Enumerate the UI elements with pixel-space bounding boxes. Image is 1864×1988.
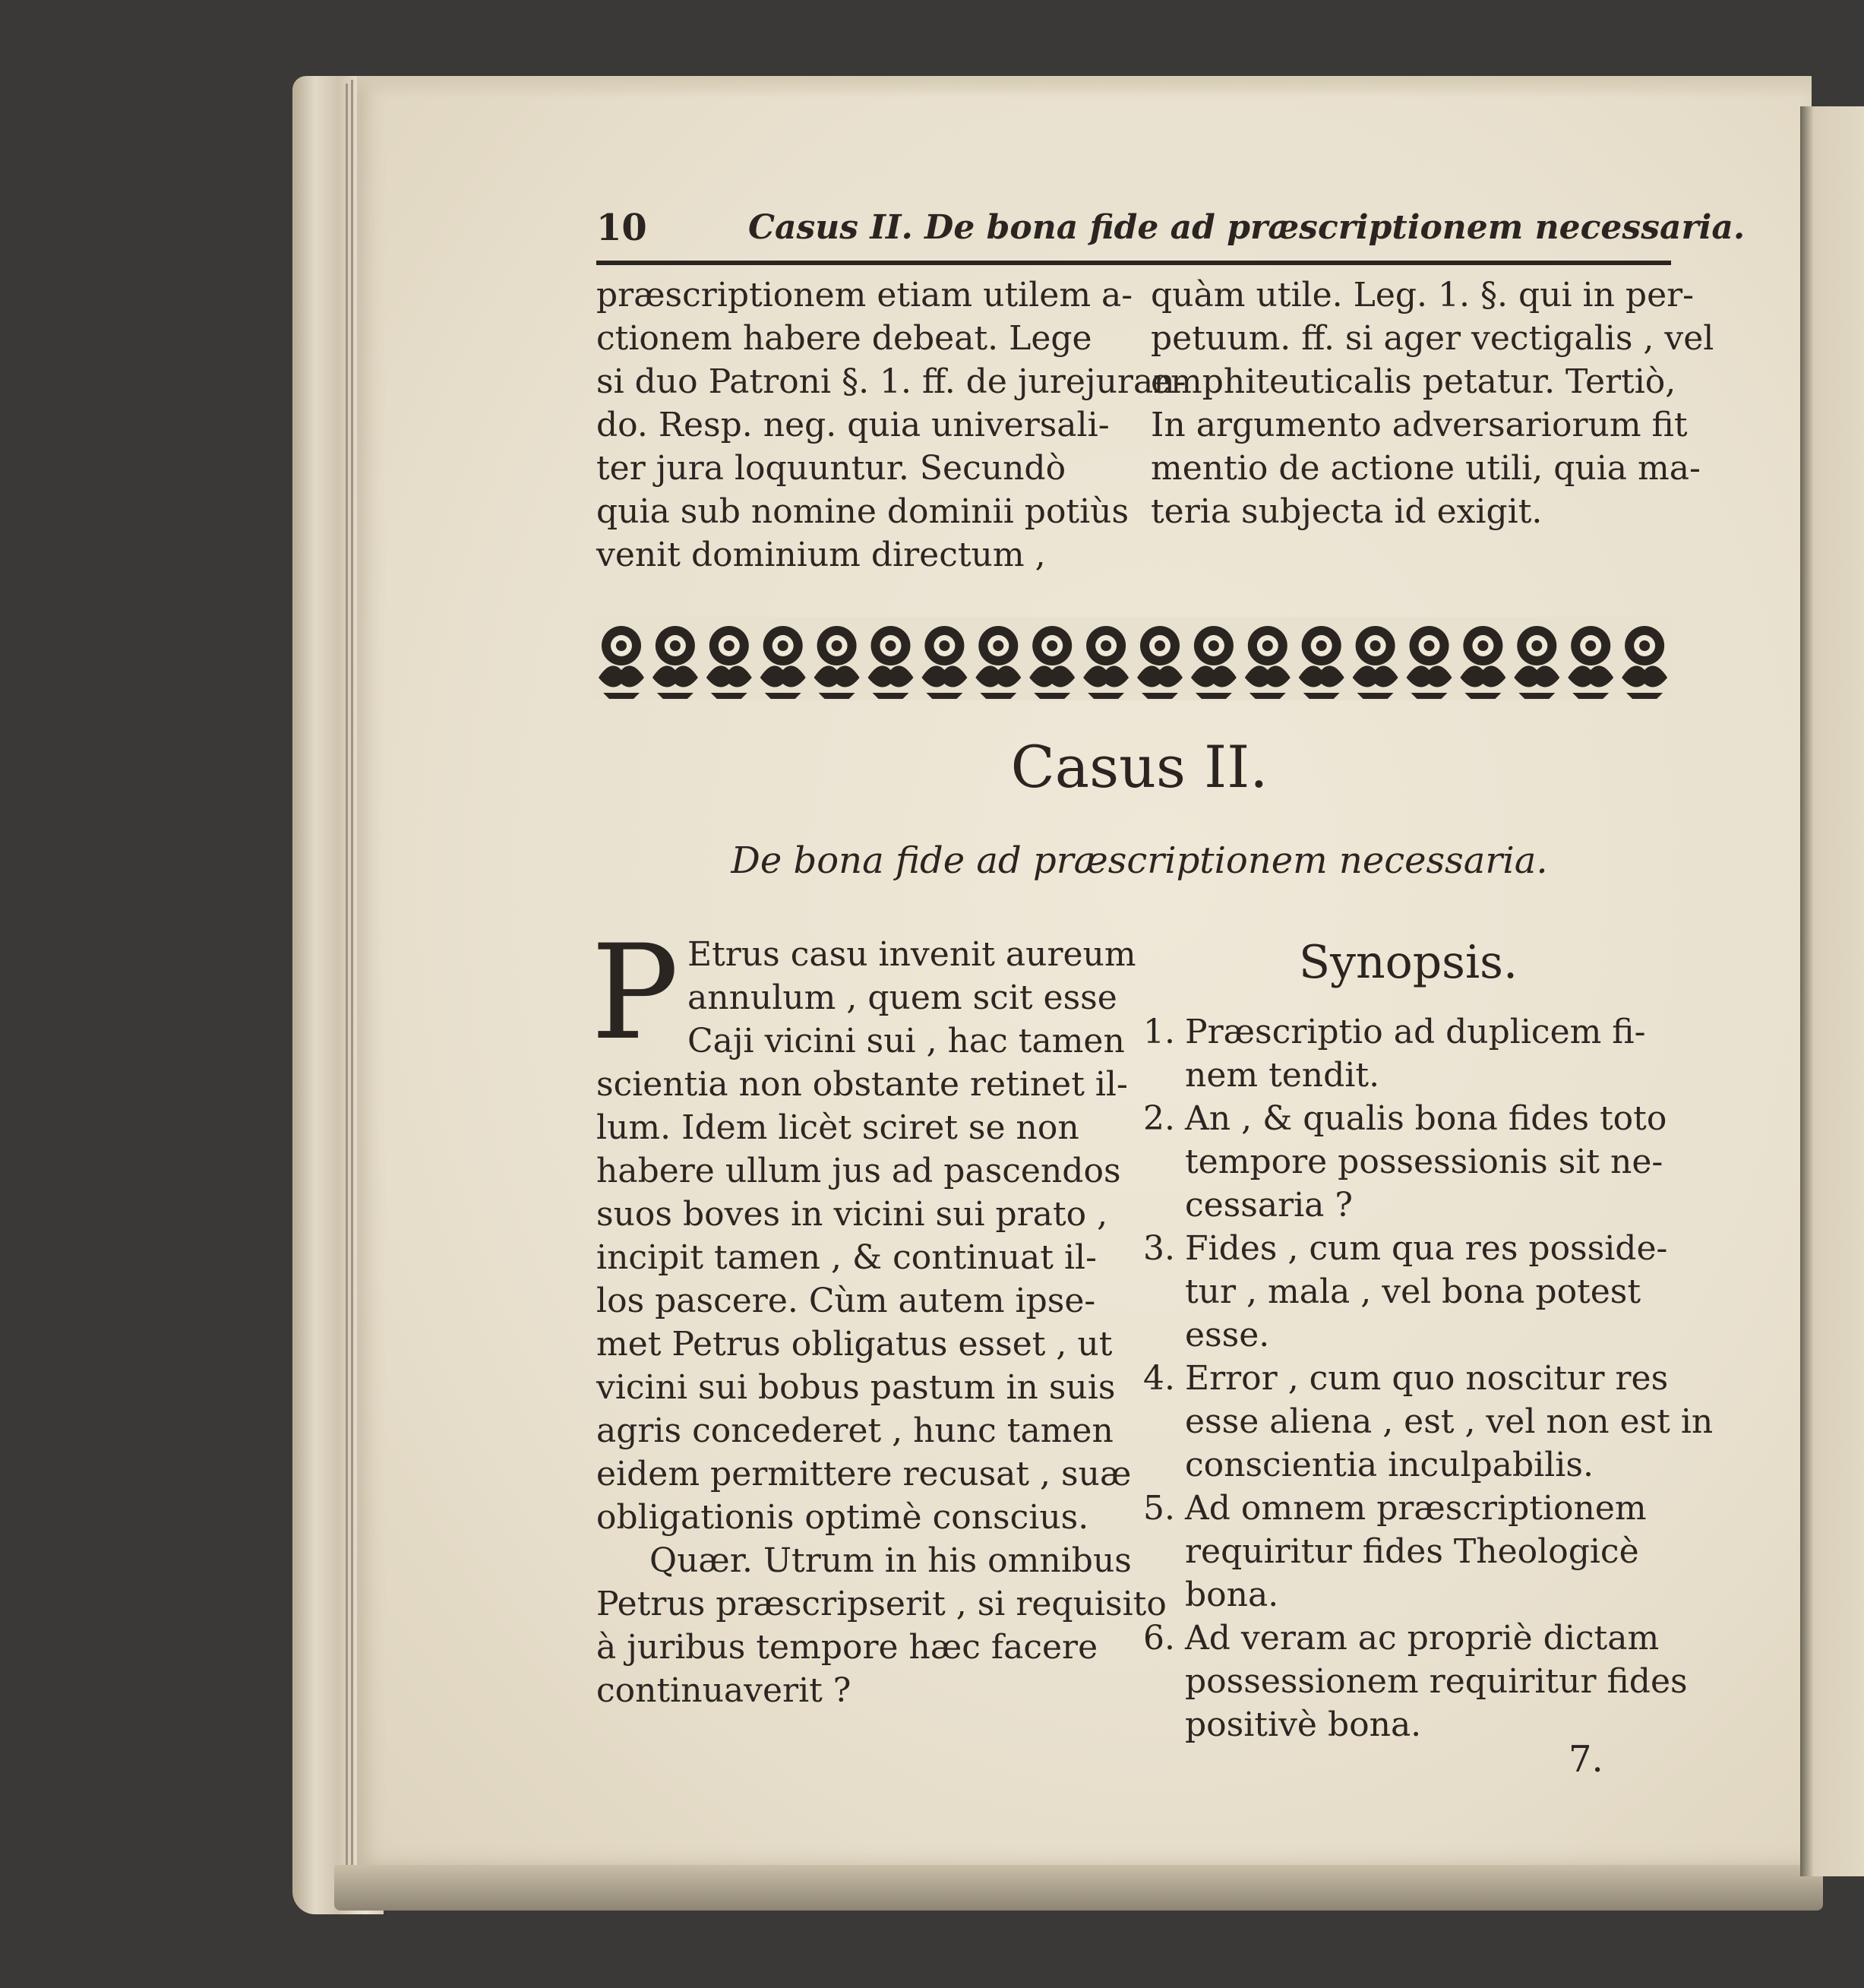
item-number: 6. xyxy=(1143,1619,1175,1658)
text-line: conscientia inculpabilis. xyxy=(1185,1446,1594,1484)
item-number: 2. xyxy=(1143,1099,1175,1138)
text-line: habere ullum jus ad pascendos xyxy=(596,1152,1121,1190)
text-line: agris concederet , hunc tamen xyxy=(596,1411,1114,1450)
top-right-column xyxy=(1151,273,1714,533)
text-line: ctionem habere debeat. Lege xyxy=(596,319,1092,358)
text-line: ter jura loquuntur. Secundò xyxy=(596,449,1066,488)
synopsis-item xyxy=(1143,1010,1675,1054)
text-line: quia sub nomine dominii potiùs xyxy=(596,492,1129,531)
narrative-column xyxy=(596,933,1167,1712)
text-line: esse. xyxy=(1185,1316,1270,1354)
text-line: quàm utile. Leg. 1. §. qui in per- xyxy=(1151,276,1695,314)
text-line: possessionem requiritur fides xyxy=(1185,1662,1688,1701)
text-line: Fides , cum qua res posside- xyxy=(1185,1229,1668,1268)
text-line: In argumento adversariorum fit xyxy=(1151,406,1688,444)
page-stack-line xyxy=(351,80,353,1907)
text-line: venit dominium directum , xyxy=(596,536,1046,574)
catchword: 7. xyxy=(1569,1738,1603,1781)
text-line: à juribus tempore hæc facere xyxy=(596,1628,1098,1667)
text-line: nem tendit. xyxy=(1185,1056,1380,1095)
text-line: Caji vicini sui , hac tamen xyxy=(687,1022,1125,1060)
text-line: petuum. ff. si ager vectigalis , vel xyxy=(1151,319,1714,358)
text-line: bona. xyxy=(1185,1576,1279,1614)
text-line: lum. Idem licèt sciret se non xyxy=(596,1108,1079,1147)
text-line: præscriptionem etiam utilem a- xyxy=(596,276,1133,314)
running-title: Casus II. De bona fide ad præscriptionem necessaria. xyxy=(748,208,1746,247)
text-line: incipit tamen , & continuat il- xyxy=(596,1238,1097,1277)
floral-ornament-band xyxy=(592,617,1673,700)
case-subtitle: De bona fide ad præscriptionem necessaria. xyxy=(731,839,1548,882)
text-line: Ad veram ac propriè dictam xyxy=(1185,1619,1660,1658)
text-line: scientia non obstante retinet il- xyxy=(596,1065,1128,1104)
header-rule xyxy=(596,261,1671,265)
text-line: esse aliena , est , vel non est in xyxy=(1185,1402,1714,1441)
synopsis-item xyxy=(1143,1227,1675,1270)
text-line: annulum , quem scit esse xyxy=(687,978,1117,1017)
text-line: positivè bona. xyxy=(1185,1705,1422,1744)
text-line: tur , mala , vel bona potest xyxy=(1185,1272,1641,1311)
text-line: continuaverit ? xyxy=(596,1671,851,1710)
item-number: 5. xyxy=(1143,1489,1175,1528)
text-line: eidem permittere recusat , suæ xyxy=(596,1455,1132,1493)
page-stack-line xyxy=(346,84,348,1907)
synopsis-item xyxy=(1143,1097,1675,1140)
text-line: teria subjecta id exigit. xyxy=(1151,492,1543,531)
text-line: Quær. Utrum in his omnibus xyxy=(649,1541,1132,1580)
text-line: An , & qualis bona fides toto xyxy=(1185,1099,1667,1138)
text-line: suos boves in vicini sui prato , xyxy=(596,1195,1108,1234)
text-line: tempore possessionis sit ne- xyxy=(1185,1143,1663,1181)
item-number: 4. xyxy=(1143,1359,1175,1398)
page-bottom-edge xyxy=(334,1865,1823,1911)
text-line: los pascere. Cùm autem ipse- xyxy=(596,1282,1096,1320)
running-head xyxy=(596,207,1746,255)
text-line: Præscriptio ad duplicem fi- xyxy=(1185,1013,1646,1051)
page-top-shadow xyxy=(357,76,1812,99)
case-title: Casus II. xyxy=(1010,733,1268,801)
synopsis-item xyxy=(1143,1487,1675,1530)
synopsis-item xyxy=(1143,1617,1675,1660)
text-line: vicini sui bobus pastum in suis xyxy=(596,1368,1116,1407)
top-left-column xyxy=(596,273,1186,577)
text-line: Petrus præscripserit , si requisito xyxy=(596,1585,1167,1623)
text-line: emphiteuticalis petatur. Tertiò, xyxy=(1151,362,1676,401)
page-number: 10 xyxy=(596,207,647,249)
item-number: 3. xyxy=(1143,1229,1175,1268)
synopsis-list xyxy=(1143,1010,1714,1746)
item-number: 1. xyxy=(1143,1013,1175,1051)
text-line: obligationis optimè conscius. xyxy=(596,1498,1089,1537)
text-line: do. Resp. neg. quia universali- xyxy=(596,406,1110,444)
text-line: Ad omnem præscriptionem xyxy=(1185,1489,1647,1528)
text-line: Etrus casu invenit aureum xyxy=(687,935,1136,974)
text-line: met Petrus obligatus esset , ut xyxy=(596,1325,1113,1364)
text-line: mentio de actione utili, quia ma- xyxy=(1151,449,1701,488)
synopsis-heading: Synopsis. xyxy=(1299,936,1518,989)
text-line: requiritur fides Theologicè xyxy=(1185,1532,1639,1571)
text-line: Error , cum quo noscitur res xyxy=(1185,1359,1669,1398)
drop-cap: P xyxy=(591,916,679,1069)
synopsis-item xyxy=(1143,1357,1675,1400)
text-line: si duo Patroni §. 1. ff. de jurejuran- xyxy=(596,362,1186,401)
text-line: cessaria ? xyxy=(1185,1186,1353,1225)
right-page-edge xyxy=(1800,106,1864,1876)
